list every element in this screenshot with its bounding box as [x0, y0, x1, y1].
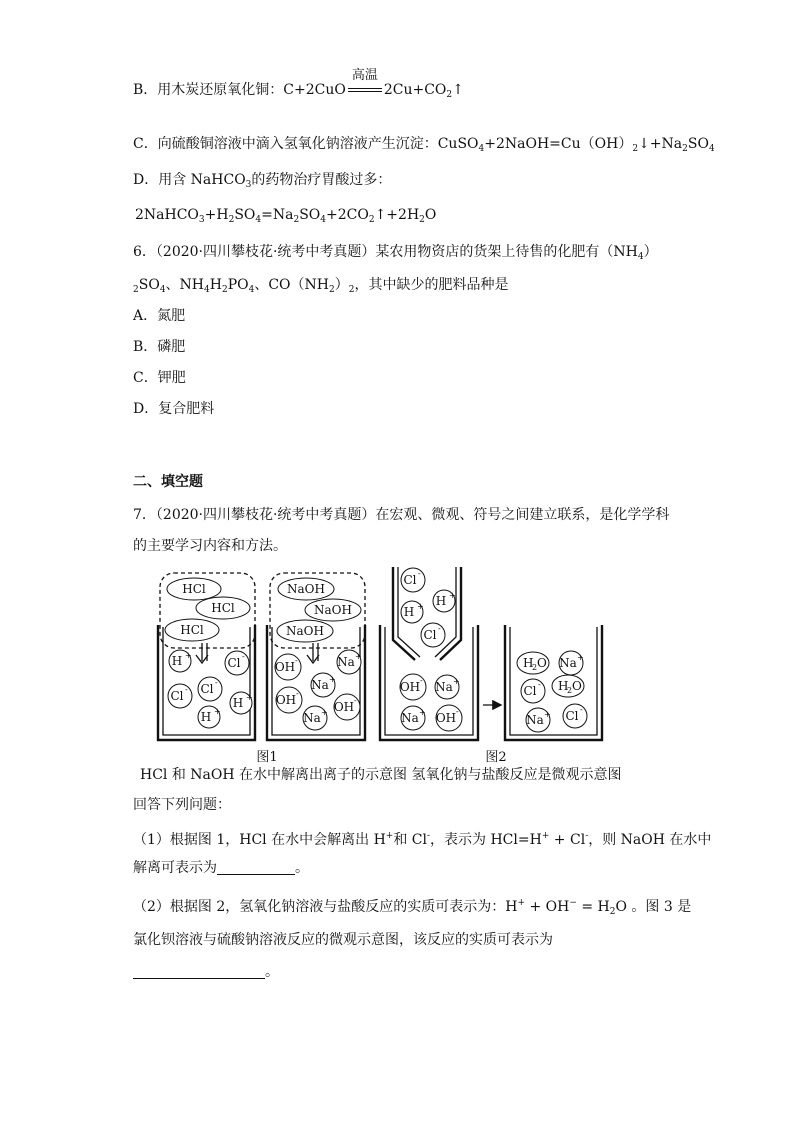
svg-text:+: +: [449, 591, 456, 600]
beaker-reaction: [380, 567, 478, 740]
ion: [311, 673, 336, 697]
svg-text:H: H: [523, 656, 534, 670]
answer-intro: 回答下列问题：: [133, 797, 231, 813]
molecule: [517, 652, 549, 674]
svg-text:Na: Na: [559, 656, 577, 670]
question-7-line1: 7．（2020·四川攀枝花·统考中考真题）在宏观、微观、符号之间建立联系，是化学学科: [133, 507, 670, 523]
ion: [433, 590, 456, 612]
option-d: D．用含 NaHCO$_3$的药物治疗胃酸过多：: [133, 172, 392, 190]
part-2-line2: 氯化钡溶液与硫酸钠溶液反应的微观示意图，该反应的实质可表示为: [133, 932, 553, 948]
svg-text:Cl: Cl: [565, 709, 579, 723]
svg-text:HCl: HCl: [182, 582, 206, 596]
ion: [521, 679, 545, 703]
ion: [225, 651, 249, 675]
ion: [435, 675, 460, 699]
molecule: [552, 675, 584, 697]
svg-text:Cl: Cl: [523, 684, 537, 698]
ion: [436, 705, 462, 731]
question-6-line1: 6．（2020·四川攀枝花·统考中考真题）某农用物资店的货架上待售的化肥有$(NH_4)$: [133, 244, 658, 262]
answer-blank-2[interactable]: [133, 964, 265, 979]
svg-text:Cl: Cl: [170, 689, 184, 703]
ion: [168, 684, 192, 708]
svg-text:H: H: [435, 594, 447, 608]
svg-text:-: -: [215, 678, 218, 687]
svg-text:Cl: Cl: [403, 573, 417, 587]
question-6-option-a: A．氮肥: [133, 308, 186, 324]
ion: [169, 650, 192, 672]
svg-text:Na: Na: [337, 655, 355, 669]
figure-caption: HCl 和 NaOH 在水中解离出离子的示意图 氢氧化钠与盐酸反应是微观示意图: [140, 767, 622, 783]
option-d-equation: $2NaHCO_3+H_2SO_4=Na_2SO_4+2CO_2↑+2H_2O$: [135, 207, 437, 225]
svg-text:H: H: [171, 654, 183, 668]
svg-text:+: +: [453, 677, 460, 686]
svg-text:+: +: [417, 602, 424, 611]
svg-text:OH: OH: [275, 693, 297, 707]
svg-text:-: -: [295, 656, 298, 665]
svg-text:NaOH: NaOH: [314, 603, 352, 617]
svg-text:+: +: [544, 710, 551, 719]
svg-text:+: +: [214, 707, 221, 716]
svg-text:OH: OH: [333, 700, 355, 714]
svg-text:+: +: [419, 708, 426, 717]
ion: [198, 706, 221, 728]
ion: [303, 706, 328, 730]
svg-text:HCl: HCl: [211, 601, 235, 615]
svg-text:2: 2: [567, 686, 573, 695]
answer-blank-1[interactable]: [217, 860, 295, 875]
svg-text:Na: Na: [435, 680, 453, 694]
svg-text:+: +: [577, 653, 584, 662]
svg-text:NaOH: NaOH: [287, 582, 325, 596]
part-2-line3: 。: [133, 962, 279, 982]
svg-text:Cl: Cl: [200, 682, 214, 696]
svg-text:Cl: Cl: [227, 656, 241, 670]
svg-text:-: -: [580, 705, 583, 714]
svg-text:H: H: [232, 696, 244, 710]
svg-text:Na: Na: [401, 711, 419, 725]
svg-text:+: +: [185, 651, 192, 660]
svg-text:O: O: [572, 679, 582, 693]
svg-text:OH: OH: [435, 711, 457, 725]
question-6-line2: $_2SO_4$、$NH_4H_2PO_4$、$CO(NH_2)_2$，其中缺少的肥料品种是: [133, 277, 509, 295]
svg-text:OH: OH: [274, 660, 296, 674]
svg-text:+: +: [246, 693, 253, 702]
svg-text:Na: Na: [303, 711, 321, 725]
ion: [198, 677, 222, 701]
svg-text:-: -: [296, 689, 299, 698]
svg-text:+: +: [355, 652, 362, 661]
svg-text:OH: OH: [399, 680, 421, 694]
ion-diagram: [150, 565, 620, 765]
ion: [563, 704, 587, 728]
svg-text:H: H: [558, 679, 569, 693]
question-6-option-c: C．钾肥: [133, 370, 186, 386]
svg-text:NaOH: NaOH: [286, 624, 324, 638]
part-2-line1: （2）根据图 2，氢氧化钠溶液与盐酸反应的实质可表示为：$H^+ + OH^- = H_2O$ 。图 3 是: [133, 898, 692, 917]
part-1-line1: （1）根据图 1，HCl 在水中会解离出 H+和 Cl-，表示为 HCl=H+ + Cl-，则 NaOH 在水中: [133, 831, 712, 848]
svg-text:2: 2: [532, 663, 538, 672]
part-1-line2: 解离可表示为 。: [133, 860, 309, 876]
question-7-line2: 的主要学习内容和方法。: [133, 538, 287, 554]
svg-text:-: -: [538, 680, 541, 689]
svg-text:-: -: [242, 652, 245, 661]
ion: [526, 708, 551, 732]
option-b: B．用木炭还原氧化铜：C+2CuO 高温 $2Cu+CO_2↑$: [133, 68, 464, 100]
question-6-option-b: B．磷肥: [133, 339, 186, 355]
ion: [401, 601, 424, 623]
ion: [401, 568, 425, 592]
ion: [230, 692, 253, 714]
svg-text:-: -: [420, 676, 423, 685]
svg-text:-: -: [456, 707, 459, 716]
ion: [421, 623, 445, 647]
svg-text:H: H: [200, 710, 212, 724]
question-6-option-d: D．复合肥料: [133, 401, 215, 417]
svg-text:-: -: [438, 624, 441, 633]
svg-text:+: +: [329, 675, 336, 684]
section-title: 二、填空题: [133, 474, 203, 490]
option-c: C．向硫酸铜溶液中滴入氢氧化钠溶液产生沉淀：$CuSO_4+2NaOH=Cu(OH)_2↓+Na_2SO_4$: [133, 136, 715, 154]
svg-text:-: -: [418, 569, 421, 578]
reaction-condition: 高温: [346, 80, 384, 100]
svg-text:+: +: [321, 708, 328, 717]
ion: [400, 674, 426, 700]
svg-text:Cl: Cl: [423, 628, 437, 642]
svg-text:H: H: [403, 605, 415, 619]
svg-text:Na: Na: [526, 713, 544, 727]
ion: [559, 651, 584, 675]
svg-text:-: -: [354, 696, 357, 705]
option-b-text: B．用木炭还原氧化铜：C+2CuO: [133, 82, 346, 98]
ion: [276, 687, 302, 713]
svg-text:O: O: [537, 656, 547, 670]
svg-text:HCl: HCl: [180, 623, 204, 637]
ion: [401, 706, 426, 730]
svg-text:Na: Na: [311, 678, 329, 692]
figure-1-label: 图1: [256, 750, 278, 765]
svg-text:-: -: [185, 685, 188, 694]
ion: [275, 654, 301, 680]
ion: [337, 650, 362, 674]
figure-2-label: 图2: [485, 750, 507, 765]
ion: [334, 694, 360, 720]
